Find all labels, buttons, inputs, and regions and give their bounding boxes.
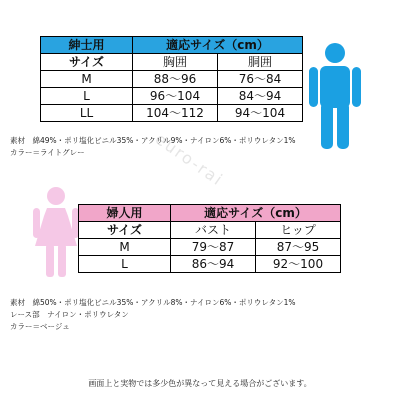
men-col-waist: 胴囲 [218, 54, 303, 71]
chest-cell: 104～112 [133, 105, 218, 122]
men-col-chest: 胸囲 [133, 54, 218, 71]
men-size-table [40, 36, 303, 122]
waist-cell: 84～94 [218, 88, 303, 105]
man-figure-icon [306, 42, 364, 150]
men-col-size: サイズ [41, 54, 133, 71]
size-cell: M [79, 239, 171, 256]
table-row [41, 105, 303, 122]
men-material-text: 素材 綿49%・ポリ塩化ビニル35%・アクリル9%・ナイロン6%・ポリウレタン1% [10, 136, 296, 145]
table-row [79, 256, 341, 273]
women-material-text: 素材 綿50%・ポリ塩化ビニル35%・アクリル8%・ナイロン6%・ポリウレタン1% [10, 298, 296, 307]
woman-figure-icon [30, 186, 82, 278]
bust-cell: 86～94 [171, 256, 256, 273]
hip-cell: 92～100 [256, 256, 341, 273]
waist-cell: 76～84 [218, 71, 303, 88]
table-row [41, 88, 303, 105]
men-color-text: カラー＝ライトグレー [10, 148, 85, 157]
women-category-label: 婦人用 [79, 205, 171, 222]
women-lace-text: レース部 ナイロン・ポリウレタン [10, 310, 129, 319]
chest-cell: 88～96 [133, 71, 218, 88]
table-row [41, 71, 303, 88]
bust-cell: 79～87 [171, 239, 256, 256]
women-size-table [78, 204, 341, 273]
waist-cell: 94～104 [218, 105, 303, 122]
size-cell: L [79, 256, 171, 273]
men-category-label: 紳士用 [41, 37, 133, 54]
watermark: euro-rai [151, 129, 228, 190]
women-col-hip: ヒップ [256, 222, 341, 239]
men-size-header: 適応サイズ（cm） [133, 37, 303, 54]
table-row [79, 239, 341, 256]
disclaimer-text: 画面上と実物では多少色が異なって見える場合がございます。 [88, 379, 312, 388]
women-size-header: 適応サイズ（cm） [171, 205, 341, 222]
women-col-size: サイズ [79, 222, 171, 239]
women-col-bust: バスト [171, 222, 256, 239]
size-cell: M [41, 71, 133, 88]
size-cell: L [41, 88, 133, 105]
chest-cell: 96～104 [133, 88, 218, 105]
women-color-text: カラー＝ベージュ [10, 322, 70, 331]
size-cell: LL [41, 105, 133, 122]
hip-cell: 87～95 [256, 239, 341, 256]
